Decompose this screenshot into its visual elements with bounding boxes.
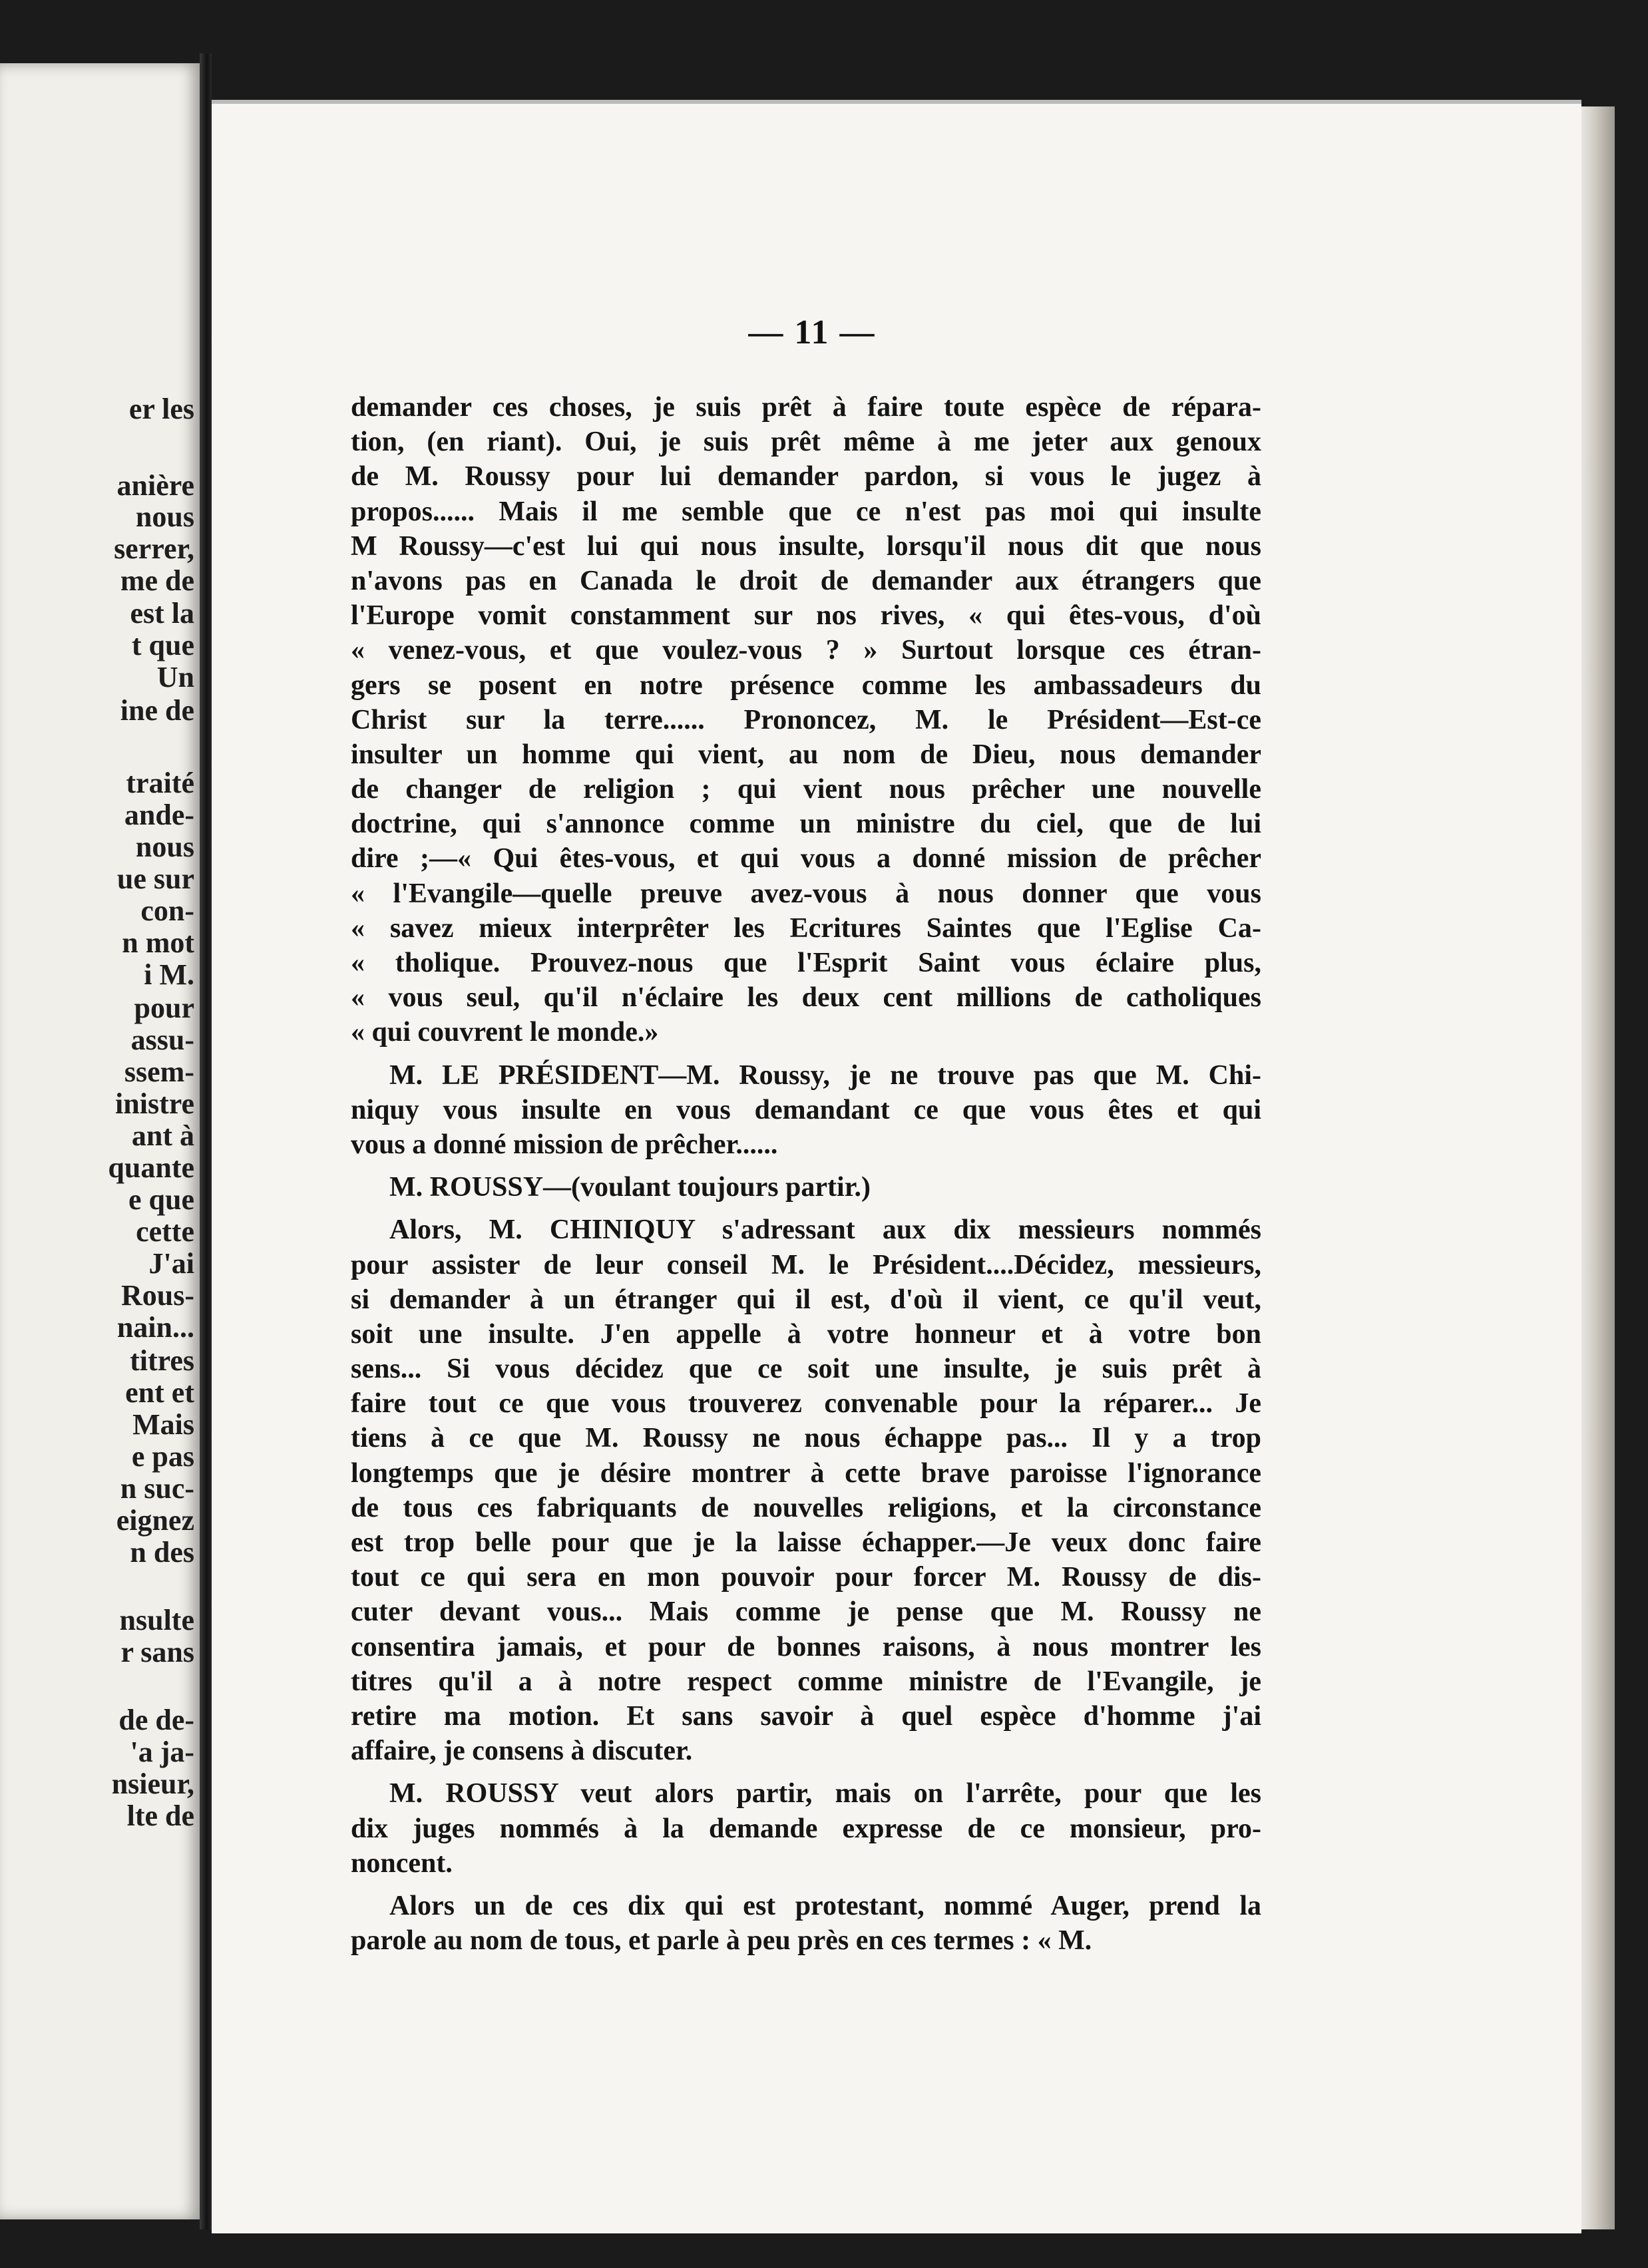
text-line: soit une insulte. J'en appelle à votre honneur et à votre bon [351, 1318, 1261, 1350]
left-page-fragment: ssem- [124, 1055, 194, 1088]
text-line: longtemps que je désire montrer à cette brave paroisse l'ignorance [351, 1457, 1261, 1489]
text-line: de M. Roussy pour lui demander pardon, si vous le jugez à [351, 461, 1261, 492]
left-page-fragment: nous [135, 831, 194, 863]
text-line: cuter devant vous... Mais comme je pense que M. Roussy ne [351, 1597, 1261, 1628]
left-page-fragment: de de- [118, 1704, 194, 1736]
text-line: propos...... Mais il me semble que ce n'est pas moi qui insulte [351, 496, 1261, 527]
left-page-fragment: ande- [124, 799, 194, 831]
left-page-fragment: Rous- [120, 1279, 194, 1312]
paragraph [351, 1170, 1261, 1205]
text-line: niquy vous insulte en vous demandant ce que vous êtes et qui [351, 1094, 1261, 1125]
left-page-fragment: r sans [120, 1636, 194, 1668]
text-line: « l'Evangile—quelle preuve avez-vous à nous donner que vous [351, 878, 1261, 909]
text-line: de changer de religion ; qui vient nous prêcher une nouvelle [351, 774, 1261, 805]
left-page-fragment: pour [134, 992, 194, 1024]
text-line: vous a donné mission de prêcher...... [351, 1129, 778, 1160]
left-page-fragment: anière [116, 469, 194, 502]
text-line: insulter un homme qui vient, au nom de Dieu, nous demander [351, 739, 1261, 770]
left-page-fragment: n suc- [120, 1472, 194, 1505]
text-line: M. LE PRÉSIDENT—M. Roussy, je ne trouve pas que M. Chi- [389, 1059, 1261, 1091]
text-line: est trop belle pour que je la laisse échapper.—Je veux donc faire [351, 1527, 1261, 1558]
paragraph [351, 390, 1261, 1050]
book-gutter [200, 53, 212, 2229]
text-line: n'avons pas en Canada le droit de demander aux étrangers que [351, 565, 1261, 596]
left-page-fragment: n des [130, 1536, 194, 1569]
text-line: tout ce qui sera en mon pouvoir pour forcer M. Roussy de dis- [351, 1562, 1261, 1593]
page-number: — 11 — [748, 313, 876, 351]
left-page-fragment: Un [156, 661, 194, 693]
paragraph-gap [351, 1162, 1261, 1170]
left-page-fragment: lte de [126, 1799, 194, 1832]
left-page-fragment: i M. [144, 958, 194, 991]
left-page-fragment: er les [128, 393, 194, 425]
left-page-fragment: e pas [131, 1440, 194, 1473]
left-page-fragment: e que [128, 1183, 194, 1216]
text-line: l'Europe vomit constamment sur nos rives, « qui êtes-vous, d'où [351, 600, 1261, 632]
paragraph [351, 1058, 1261, 1163]
text-line: noncent. [351, 1847, 453, 1879]
left-page-fragment: 'a ja- [130, 1736, 194, 1768]
paragraph-gap [351, 1205, 1261, 1213]
text-line: parole au nom de tous, et parle à peu près en ces termes : « M. [351, 1925, 1092, 1957]
left-page-fragment: nsulte [119, 1604, 194, 1636]
left-page-fragment: ue sur [116, 862, 194, 895]
text-line: titres qu'il a à notre respect comme ministre de l'Evangile, je [351, 1666, 1261, 1697]
left-page-fragment: cette [136, 1215, 194, 1248]
left-page-fragment: nain... [116, 1311, 194, 1344]
text-line: affaire, je consens à discuter. [351, 1736, 693, 1767]
text-line: tion, (en riant). Oui, je suis prêt même à me jeter aux genoux [351, 427, 1261, 458]
left-page-fragment: ent et [125, 1376, 194, 1409]
left-page-fragment: titres [130, 1344, 194, 1377]
left-page-fragment: me de [120, 564, 194, 597]
paragraph-gap [351, 1050, 1261, 1058]
text-line: pour assister de leur conseil M. le Président....Décidez, messieurs, [351, 1249, 1261, 1280]
left-page-fragment: t que [131, 629, 194, 662]
left-page-fragment: inistre [115, 1087, 194, 1120]
text-line: M. ROUSSY veut alors partir, mais on l'arrête, pour que les [389, 1778, 1261, 1809]
text-line: de tous ces fabriquants de nouvelles religions, et la circonstance [351, 1492, 1261, 1523]
left-page-fragment: traité [126, 767, 194, 799]
text-line: « tholique. Prouvez-nous que l'Esprit Saint vous éclaire plus, [351, 948, 1261, 978]
paragraph [351, 1213, 1261, 1768]
text-line: Alors, M. CHINIQUY s'adressant aux dix messieurs nommés [389, 1215, 1261, 1246]
text-line: dix juges nommés à la demande expresse de ce monsieur, pro- [351, 1813, 1261, 1844]
left-page-fragment: Mais [132, 1408, 194, 1441]
text-line: gers se posent en notre présence comme les ambassadeurs du [351, 669, 1261, 701]
page-body-text [351, 390, 1261, 1958]
text-line: consentira jamais, et pour de bonnes raisons, à nous montrer les [351, 1631, 1261, 1662]
text-line: M Roussy—c'est lui qui nous insulte, lorsqu'il nous dit que nous [351, 530, 1261, 562]
text-line: retire ma motion. Et sans savoir à quel espèce d'homme j'ai [351, 1700, 1261, 1732]
text-line: demander ces choses, je suis prêt à faire toute espèce de répara- [351, 392, 1261, 423]
left-page-fragment: est la [130, 597, 194, 630]
page-edge [1581, 106, 1615, 2229]
text-line: faire tout ce que vous trouverez convenable pour la réparer... Je [351, 1388, 1261, 1419]
left-page-fragment: nsieur, [111, 1768, 194, 1800]
text-line: « vous seul, qu'il n'éclaire les deux cent millions de catholiques [351, 982, 1261, 1014]
text-line: M. ROUSSY—(voulant toujours partir.) [389, 1172, 871, 1203]
left-page-fragment: ant à [131, 1119, 194, 1152]
left-page-fragment: ine de [120, 694, 194, 727]
paragraph [351, 1889, 1261, 1958]
paragraph-gap [351, 1768, 1261, 1776]
text-line: « qui couvrent le monde.» [351, 1017, 659, 1048]
text-line: dire ;—« Qui êtes-vous, et qui vous a donné mission de prêcher [351, 843, 1261, 874]
left-page-fragment: n mot [122, 926, 194, 959]
left-page-fragment: assu- [130, 1024, 194, 1056]
left-page-fragment: con- [140, 894, 194, 927]
left-page-fragment: serrer, [114, 532, 194, 565]
left-page-fragment: eignez [116, 1504, 194, 1537]
text-line: si demander à un étranger qui il est, d'où il vient, ce qu'il veut, [351, 1284, 1261, 1315]
left-page-fragment: J'ai [148, 1247, 194, 1280]
paragraph-gap [351, 1881, 1261, 1889]
text-line: tiens à ce que M. Roussy ne nous échappe pas... Il y a trop [351, 1423, 1261, 1454]
text-line: Christ sur la terre...... Prononcez, M. le Président—Est-ce [351, 704, 1261, 735]
left-page-fragment: nous [135, 500, 194, 533]
text-line: « venez-vous, et que voulez-vous ? » Surtout lorsque ces étran- [351, 635, 1261, 666]
text-line: « savez mieux interprêter les Ecritures Saintes que l'Eglise Ca- [351, 912, 1261, 944]
text-line: Alors un de ces dix qui est protestant, nommé Auger, prend la [389, 1890, 1261, 1921]
paragraph [351, 1776, 1261, 1881]
text-line: sens... Si vous décidez que ce soit une insulte, je suis prêt à [351, 1354, 1261, 1385]
facing-page-left [0, 63, 200, 2219]
text-line: doctrine, qui s'annonce comme un ministre du ciel, que de lui [351, 809, 1261, 840]
left-page-fragment: quante [108, 1151, 194, 1184]
